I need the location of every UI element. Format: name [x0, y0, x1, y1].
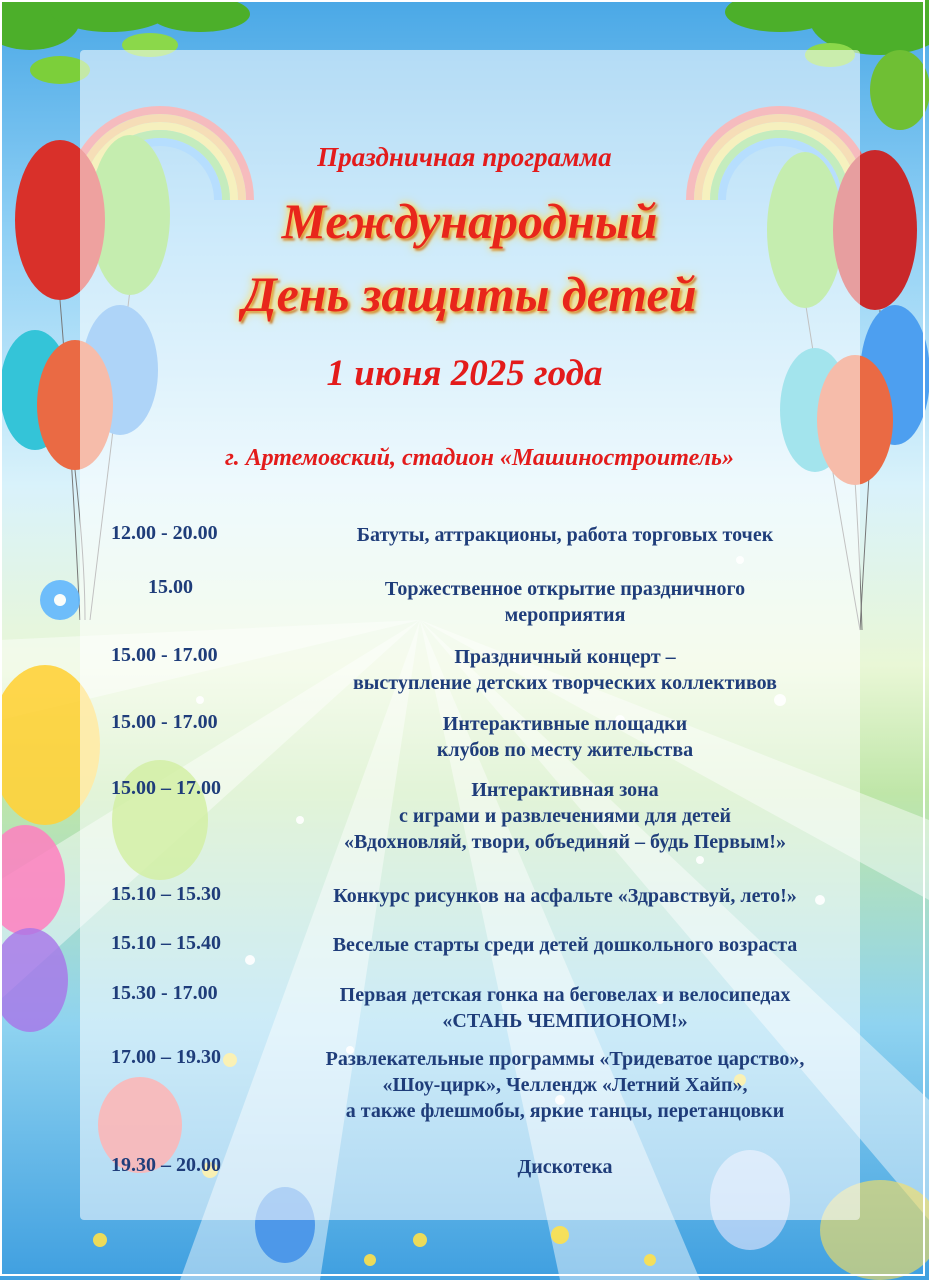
description-line: Конкурс рисунков на асфальте «Здравствуй, лето!» [333, 885, 797, 907]
schedule-row [0, 711, 929, 761]
description-line: «СТАНЬ ЧЕМПИОНОМ!» [442, 1010, 688, 1032]
schedule-description [280, 522, 850, 548]
description-line: клубов по месту жительства [436, 739, 694, 761]
description-line: Интерактивные площадки [442, 713, 688, 735]
schedule-time: 15.00 – 17.00 [111, 777, 221, 799]
schedule-row [0, 644, 929, 694]
program-subtitle: Праздничная программа [317, 142, 612, 172]
description-line: Батуты, аттракционы, работа торговых точек [356, 524, 774, 546]
description-line: «Вдохновляй, твори, объединяй – будь Первым!» [344, 831, 786, 853]
description-line: Интерактивная зона [471, 779, 659, 801]
schedule-time: 19.30 – 20.00 [111, 1154, 221, 1176]
schedule-description [280, 883, 850, 909]
schedule-row [0, 883, 929, 907]
description-line: «Шоу-цирк», Челлендж «Летний Хайп», [382, 1074, 748, 1096]
schedule-row [0, 1154, 929, 1178]
schedule-time: 15.00 - 17.00 [111, 644, 218, 666]
schedule-description [280, 711, 850, 763]
description-line: Развлекательные программы «Тридеватое царство», [325, 1048, 805, 1070]
schedule-row [0, 777, 929, 853]
schedule-description [280, 1154, 850, 1180]
description-line: выступление детских творческих коллективов [353, 672, 777, 694]
description-line: Дискотека [517, 1156, 613, 1178]
schedule-description [280, 576, 850, 628]
schedule-row [0, 932, 929, 956]
schedule-description [280, 932, 850, 958]
description-line: мероприятия [504, 604, 626, 626]
schedule-time: 15.10 – 15.30 [111, 883, 221, 905]
title-line-1: Международный [281, 193, 658, 249]
description-line: а также флешмобы, яркие танцы, перетанцовки [345, 1100, 785, 1122]
schedule-time: 15.30 - 17.00 [111, 982, 218, 1004]
schedule-row [0, 576, 929, 626]
description-line: Торжественное открытие праздничного [384, 578, 746, 600]
description-line: Веселые старты среди детей дошкольного возраста [332, 934, 798, 956]
schedule-description [280, 644, 850, 696]
description-line: с играми и развлечениями для детей [398, 805, 732, 827]
event-date: 1 июня 2025 года [326, 353, 603, 394]
event-venue: г. Артемовский, стадион «Машиностроитель» [225, 445, 734, 471]
schedule-time: 12.00 - 20.00 [111, 522, 218, 544]
schedule-time: 15.00 [148, 576, 193, 598]
schedule-time: 17.00 – 19.30 [111, 1046, 221, 1068]
schedule-description [280, 777, 850, 855]
schedule-description [280, 982, 850, 1034]
schedule-row [0, 982, 929, 1032]
description-line: Первая детская гонка на беговелах и велосипедах [339, 984, 791, 1006]
description-line: Праздничный концерт – [454, 646, 676, 668]
schedule-row [0, 522, 929, 546]
schedule-time: 15.00 - 17.00 [111, 711, 218, 733]
schedule-description [280, 1046, 850, 1124]
schedule-row [0, 1046, 929, 1122]
title-line-2: День защиты детей [242, 266, 697, 322]
schedule-time: 15.10 – 15.40 [111, 932, 221, 954]
